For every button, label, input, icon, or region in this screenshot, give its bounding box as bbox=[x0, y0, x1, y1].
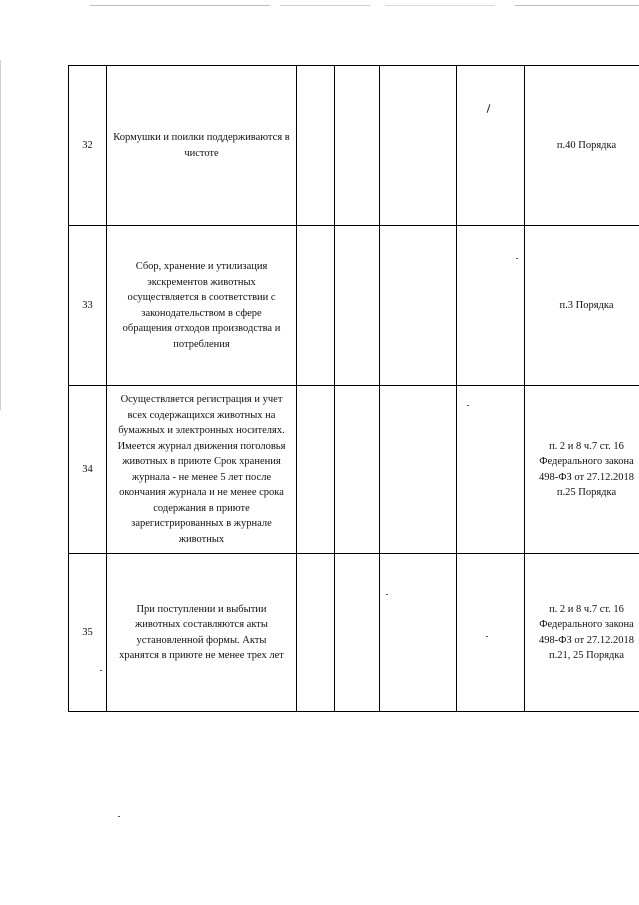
reference-line: Федерального закона bbox=[539, 456, 634, 467]
table-row bbox=[69, 554, 639, 712]
answer-cell bbox=[297, 66, 335, 226]
row-number: 33 bbox=[69, 226, 107, 386]
scan-speck bbox=[516, 258, 518, 259]
answer-cell bbox=[380, 554, 457, 712]
row-number: 34 bbox=[69, 386, 107, 554]
legal-reference bbox=[525, 226, 639, 386]
scan-edge-line bbox=[90, 5, 270, 6]
scan-speck bbox=[386, 594, 388, 595]
reference-line: 498-ФЗ от 27.12.2018 bbox=[538, 471, 634, 483]
table-row bbox=[69, 386, 639, 554]
inspection-checklist-table bbox=[68, 65, 639, 712]
scan-edge-line bbox=[515, 5, 639, 6]
scan-edge-line bbox=[280, 5, 370, 6]
answer-cell bbox=[335, 554, 380, 712]
reference-line: 498-ФЗ от 27.12.2018 bbox=[538, 634, 634, 646]
answer-cell bbox=[380, 226, 457, 386]
answer-cell bbox=[297, 386, 335, 554]
answer-cell bbox=[335, 386, 380, 554]
row-number: 32 bbox=[69, 66, 107, 226]
legal-reference bbox=[525, 386, 639, 554]
scan-left-edge bbox=[0, 60, 1, 410]
requirement-text: При поступлении и выбытии животных составляются акты установленной формы. Акты хранятся в приюте не менее трех лет bbox=[107, 554, 297, 712]
row-number: 35 bbox=[69, 554, 107, 712]
reference-line: Федерального закона bbox=[539, 619, 634, 630]
answer-cell bbox=[457, 554, 525, 712]
reference-line: п. 2 и 8 ч.7 ст. 16 bbox=[549, 603, 624, 615]
answer-cell bbox=[380, 66, 457, 226]
scan-speck bbox=[486, 636, 488, 637]
reference-line: п.21, 25 Порядка bbox=[549, 650, 624, 661]
reference-line: п.25 Порядка bbox=[556, 487, 617, 498]
answer-cell bbox=[380, 386, 457, 554]
reference-line: п.40 Порядка bbox=[556, 139, 617, 151]
answer-cell bbox=[457, 386, 525, 554]
answer-cell bbox=[457, 66, 525, 226]
reference-line: п.3 Порядка bbox=[559, 299, 614, 311]
requirement-text: Сбор, хранение и утилизация экскрементов животных осуществляется в соответствии с законодательством в сфере обращения отходов производства и потребления bbox=[107, 226, 297, 386]
legal-reference bbox=[525, 554, 639, 712]
legal-reference bbox=[525, 66, 639, 226]
reference-line: п. 2 и 8 ч.7 ст. 16 bbox=[549, 440, 624, 452]
requirement-text: Осуществляется регистрация и учет всех содержащихся животных на бумажных и электронных носителях. Имеется журнал движения поголовья животных в приюте Срок хранения журнала - не менее 5 лет после окончания журнала и не менее срока содержания в приюте зарегистрированных в журнале животных bbox=[107, 386, 297, 554]
scan-edge-line bbox=[385, 5, 495, 6]
requirement-text: Кормушки и поилки поддерживаются в чистоте bbox=[107, 66, 297, 226]
answer-cell bbox=[335, 226, 380, 386]
scan-speck bbox=[118, 816, 120, 817]
scan-speck bbox=[467, 405, 469, 406]
answer-cell bbox=[457, 226, 525, 386]
answer-cell bbox=[297, 226, 335, 386]
answer-cell bbox=[335, 66, 380, 226]
table-row bbox=[69, 226, 639, 386]
table-row bbox=[69, 66, 639, 226]
scan-speck bbox=[100, 670, 102, 671]
answer-cell bbox=[297, 554, 335, 712]
